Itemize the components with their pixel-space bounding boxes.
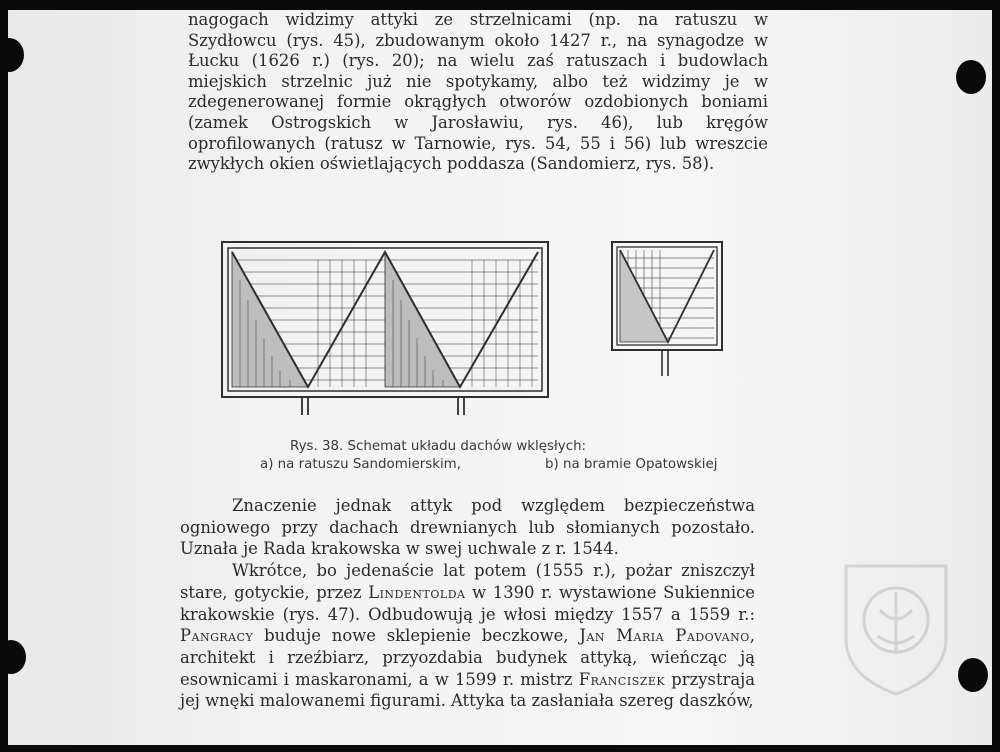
- paragraph-3-text: , architekt i rzeźbiarz, przyozdabia budynek attyką, wieńcząc ją esownicami i maskaronami, a w 1599 r. mistrz: [180, 626, 755, 689]
- punch-hole: [956, 60, 986, 94]
- person-name: Franciszek: [578, 669, 666, 689]
- paragraph-top-text: nagogach widzimy attyki ze strzelnicami (np. na ratuszu w Szydłowcu (rys. 45), zbudowanym około 1427 r., na synagodze w Łucku (1626 r.) (rys. 20); na wielu zaś ratuszach i budowlach miejskich strzelnic już nie spotykamy, albo też widzimy je w zdegenerowanej formie okrągłych otworów ozdobionych boniami (zamek Ostrogskich w Jarosławiu, rys. 46), lub kręgów oprofilowanych (ratusz w Tarnowie, rys. 54, 55 i 56) lub wreszcie zwykłych okien oświetlających poddasza (Sandomierz, rys. 58).: [188, 10, 768, 174]
- paragraph-3-text: buduje nowe sklepienie beczkowe,: [253, 626, 580, 646]
- person-name: Pangracy: [180, 626, 254, 646]
- person-name: Lindentolda: [368, 582, 466, 602]
- paragraph-3-text: przystraja jej wnęki malowanemi figurami. Attyka ta zasłaniała szereg daszków,: [180, 669, 755, 711]
- scanned-page: [8, 10, 992, 745]
- paragraph-3-text: Wkrótce, bo jedenaście lat potem (1555 r.), pożar zniszczył stare, gotyckie, przez: [180, 561, 755, 602]
- punch-hole: [958, 658, 988, 692]
- person-name: Jan Maria Padovano: [579, 626, 750, 646]
- caption-line-1: Rys. 38. Schemat układu dachów wklęsłych:: [290, 439, 587, 454]
- paragraph-2: Znaczenie jednak attyk pod względem bezpieczeństwa ogniowego przy dachach drewnianych lub słomianych pozostało. Uznała je Rada krakowska w swej uchwale z r. 1544.: [180, 496, 755, 559]
- body-text: [180, 495, 755, 712]
- roof-schema-a: [220, 240, 550, 430]
- roof-schema-b: [610, 240, 725, 385]
- library-stamp-watermark: [840, 558, 952, 698]
- caption-item-b: b) na bramie Opatowskiej: [545, 457, 718, 472]
- paragraph-3: [180, 560, 755, 712]
- caption-item-a: a) na ratuszu Sandomierskim,: [260, 457, 461, 472]
- paragraph-top: [188, 10, 768, 175]
- paragraph-3-text: w 1390 r. wystawione Sukiennice krakowskie (rys. 47). Odbudowują je włosi między 1557 a 1559 r.:: [180, 582, 755, 624]
